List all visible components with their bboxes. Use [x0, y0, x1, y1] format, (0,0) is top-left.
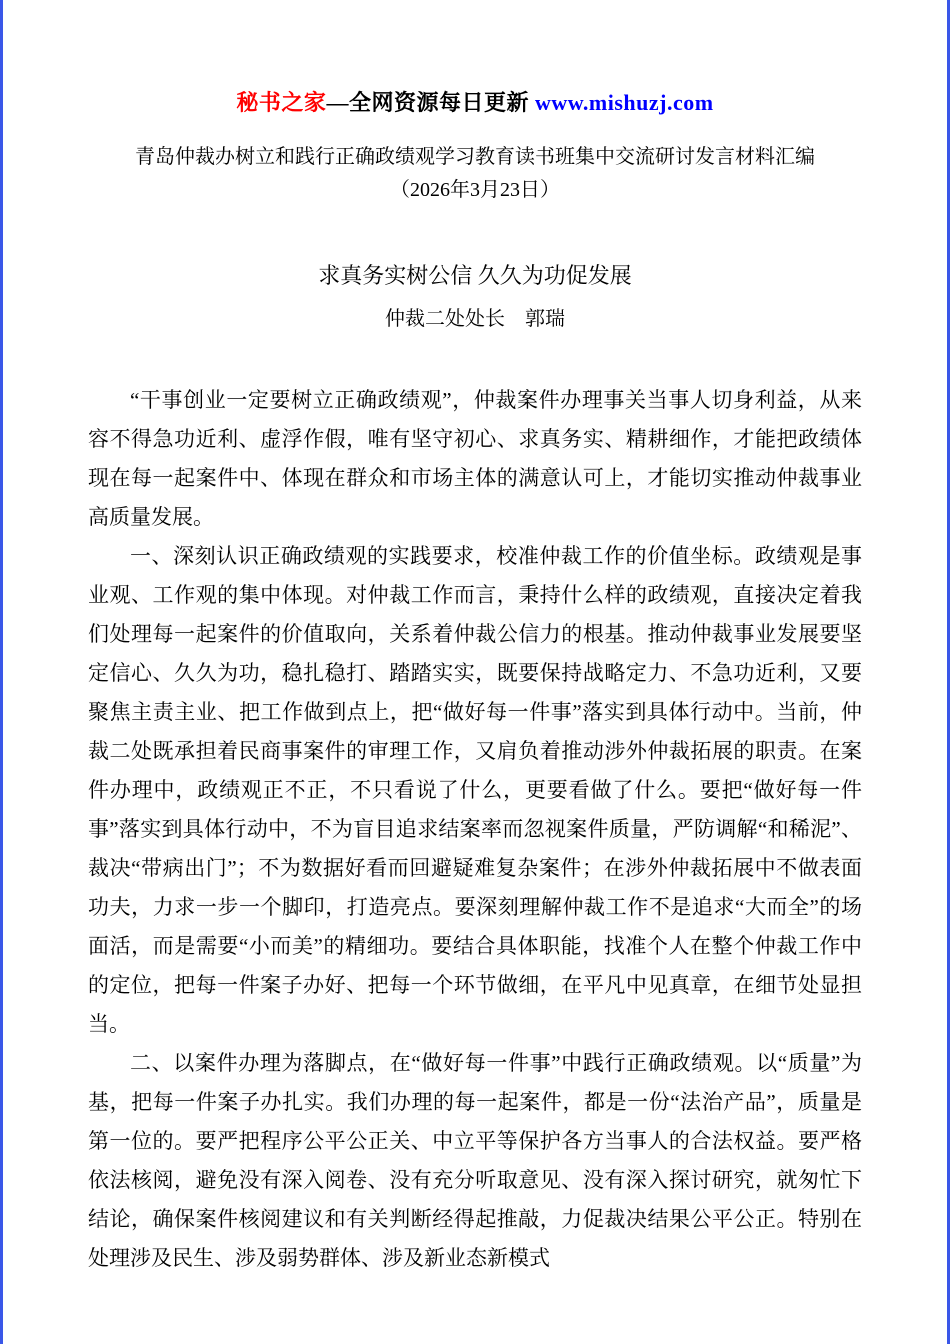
site-name: 秘书之家 [236, 90, 327, 115]
page-left-border [0, 0, 3, 1344]
site-tagline: —全网资源每日更新 [326, 90, 535, 115]
article-body [88, 381, 862, 1278]
document-title-block [88, 141, 862, 207]
paragraph-intro: “干事创业一定要树立正确政绩观”，仲裁案件办理事关当事人切身利益，从来容不得急功近利、虚浮作假，唯有坚守初心、求真务实、精耕细作，才能把政绩体现在每一起案件中、体现在群众和市场主体的满意认可上，才能切实推动仲裁事业高质量发展。 [88, 388, 862, 529]
paragraph-section-2: 二、以案件办理为落脚点，在“做好每一件事”中践行正确政绩观。以“质量”为基，把每一件案子办扎实。我们办理的每一起案件，都是一份“法治产品”，质量是第一位的。要严把程序公平公正关、中立平等保护各方当事人的合法权益。要严格依法核阅，避免没有深入阅卷、没有充分听取意见、没有深入探讨研究，就匆忙下结论，确保案件核阅建议和有关判断经得起推敲，力促裁决结果公平公正。特别在处理涉及民生、涉及弱势群体、涉及新业态新模式 [88, 1051, 862, 1270]
paragraph-section-1: 一、深刻认识正确政绩观的实践要求，校准仲裁工作的价值坐标。政绩观是事业观、工作观的集中体现。对仲裁工作而言，秉持什么样的政绩观，直接决定着我们处理每一起案件的价值取向，关系着仲裁公信力的根基。推动仲裁事业发展要坚定信心、久久为功，稳扎稳打、踏踏实实，既要保持战略定力、不急功近利，又要聚焦主责主业、把工作做到点上，把“做好每一件事”落实到具体行动中。当前，仲裁二处既承担着民商事案件的审理工作，又肩负着推动涉外仲裁拓展的职责。在案件办理中，政绩观正不正，不只看说了什么，更要看做了什么。要把“做好每一件事”落实到具体行动中，不为盲目追求结案率而忽视案件质量，严防调解“和稀泥”、裁决“带病出门”；不为数据好看而回避疑难复杂案件；在涉外仲裁拓展中不做表面功夫，力求一步一个脚印，打造亮点。要深刻理解仲裁工作不是追求“大而全”的场面活，而是需要“小而美”的精细功。要结合具体职能，找准个人在整个仲裁工作中的定位，把每一件案子办好、把每一个环节做细，在平凡中见真章，在细节处显担当。 [88, 544, 862, 1036]
document-title: 青岛仲裁办树立和践行正确政绩观学习教育读书班集中交流研讨发言材料汇编 [135, 146, 815, 168]
site-header [88, 86, 862, 117]
article-title: 求真务实树公信 久久为功促发展 [318, 263, 632, 288]
site-url-link[interactable]: www.mishuzj.com [534, 90, 714, 115]
document-title-date: （2026年3月23日） [390, 179, 560, 201]
article-author: 仲裁二处处长 郭瑞 [385, 308, 565, 330]
